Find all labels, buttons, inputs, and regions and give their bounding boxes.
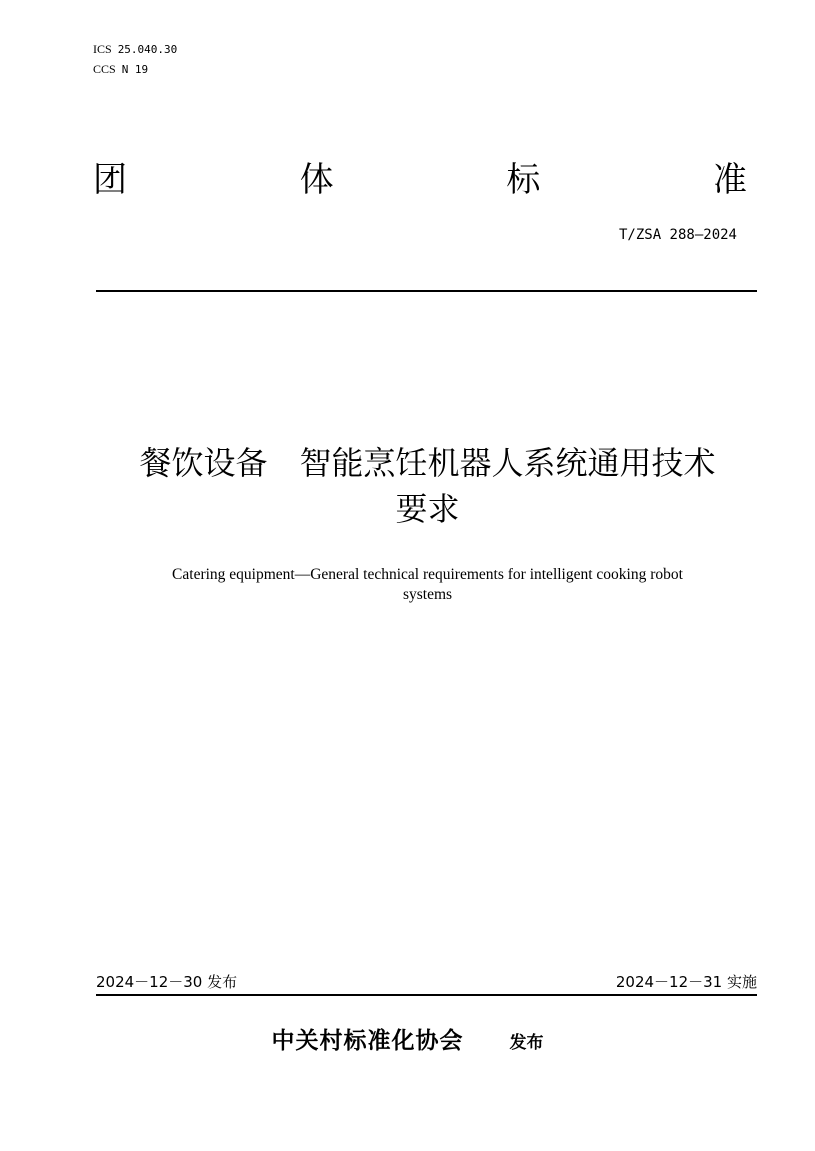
ics-label: ICS (93, 42, 112, 56)
ccs-line (93, 62, 148, 77)
publisher-line (0, 1025, 815, 1059)
publisher-action: 发布 (509, 1033, 544, 1053)
ccs-label: CCS (93, 62, 116, 76)
implement-date: 2024－12－31 实施 (615, 973, 757, 991)
standard-type-heading (93, 158, 747, 202)
chinese-title-line: 餐饮设备 智能烹饪机器人系统通用技术 (139, 444, 716, 482)
chinese-title (80, 440, 775, 532)
english-title-line: systems (402, 586, 453, 603)
standard-type-char: 体 (299, 160, 334, 200)
publisher-name: 中关村标准化协会 (271, 1028, 464, 1054)
ics-code: 25.040.30 (117, 43, 178, 56)
english-title (90, 565, 765, 605)
english-title-line: Catering equipment—General technical requirements for intelligent cooking robot (172, 566, 683, 583)
footer-divider (96, 994, 757, 996)
standard-type-char: 团 (93, 160, 127, 200)
header-divider (96, 290, 757, 292)
publish-date: 2024－12－30 发布 (96, 973, 238, 991)
ics-line (93, 42, 177, 57)
ccs-code: N 19 (121, 63, 149, 76)
standard-type-char: 标 (506, 160, 541, 200)
standard-number: T/ZSA 288—2024 (618, 227, 737, 243)
chinese-title-line: 要求 (395, 490, 460, 528)
standard-type-char: 准 (712, 160, 747, 200)
